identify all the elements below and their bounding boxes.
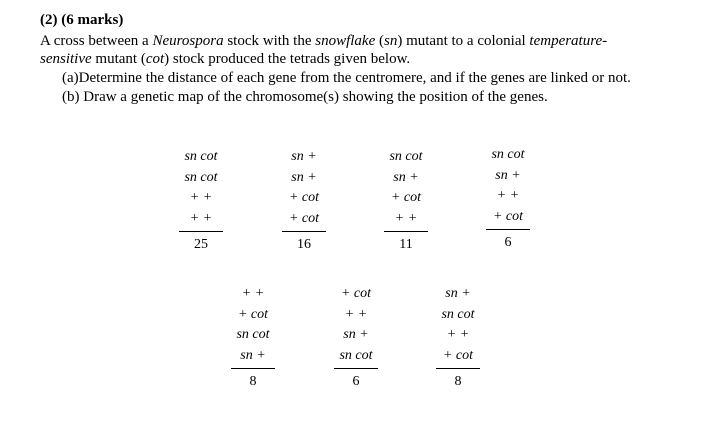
spore-pair: sn + (343, 327, 369, 342)
spore-pair: sn cot (184, 149, 218, 164)
tetrad (458, 145, 558, 253)
tetrad (254, 147, 354, 255)
tetrad-count: 6 (504, 235, 512, 250)
text: ( (375, 33, 384, 49)
question-part-b: (b) Draw a genetic map of the chromosome(s) showing the position of the genes. (62, 89, 548, 105)
spore-pair: + + (241, 286, 265, 301)
tetrad-count: 16 (297, 237, 311, 252)
spore-pair: sn + (240, 347, 266, 363)
spore-pair: sn cot (389, 149, 423, 164)
spore-pair: + + (446, 327, 470, 342)
divider (436, 368, 480, 369)
spore-pair: sn + (495, 167, 521, 183)
spore-pair: + cot (492, 208, 524, 224)
text: cot (145, 51, 165, 67)
text: ) mutant to a colonial (397, 33, 530, 49)
question-part-a: (a)Determine the distance of each gene from the centromere, and if the genes are linked or not. (62, 70, 631, 86)
spore-pair: sn cot (184, 169, 218, 185)
tetrad (356, 147, 456, 255)
spore-pair: sn + (291, 149, 317, 164)
spore-pair: + + (394, 210, 418, 226)
spore-pair: sn cot (236, 327, 270, 342)
spore-pair: sn + (291, 169, 317, 185)
text: snowflake (315, 33, 376, 49)
spore-pair: + + (344, 306, 368, 322)
text: Neurospora (152, 33, 224, 49)
text: mutant ( (91, 51, 146, 67)
question-line-1 (40, 33, 607, 50)
divider (282, 231, 326, 232)
tetrad-count: 25 (194, 237, 208, 252)
question-title: (2) (6 marks) (40, 12, 124, 28)
spore-pair: sn cot (441, 306, 475, 322)
spore-pair: + + (189, 210, 213, 226)
divider (179, 231, 223, 232)
spore-pair: + + (189, 190, 213, 205)
spore-pair: sn + (393, 169, 419, 185)
spore-pair: + cot (288, 190, 320, 205)
spore-pair: sn cot (491, 147, 525, 162)
spore-pair: + cot (442, 347, 474, 363)
spore-pair: sn cot (339, 347, 373, 363)
question-line-2 (40, 51, 410, 68)
text: sn (384, 33, 398, 49)
tetrad-count: 11 (399, 237, 413, 252)
text: stock with the (223, 33, 316, 49)
spore-pair: + + (496, 188, 520, 203)
tetrad (408, 284, 508, 392)
text: A cross between a (40, 33, 153, 49)
tetrad (203, 284, 303, 392)
divider (334, 368, 378, 369)
text: temperature- (529, 33, 608, 49)
divider (231, 368, 275, 369)
text: ) stock produced the tetrads given below. (164, 51, 411, 67)
tetrad (306, 284, 406, 392)
spore-pair: + cot (390, 190, 422, 205)
text: sensitive (40, 51, 92, 67)
tetrad-count: 8 (249, 374, 257, 389)
divider (384, 231, 428, 232)
spore-pair: + cot (237, 306, 269, 322)
tetrad-count: 6 (352, 374, 360, 389)
spore-pair: sn + (445, 286, 471, 301)
tetrad (151, 147, 251, 255)
tetrad-count: 8 (454, 374, 462, 389)
divider (486, 229, 530, 230)
spore-pair: + cot (288, 210, 320, 226)
spore-pair: + cot (340, 286, 372, 301)
